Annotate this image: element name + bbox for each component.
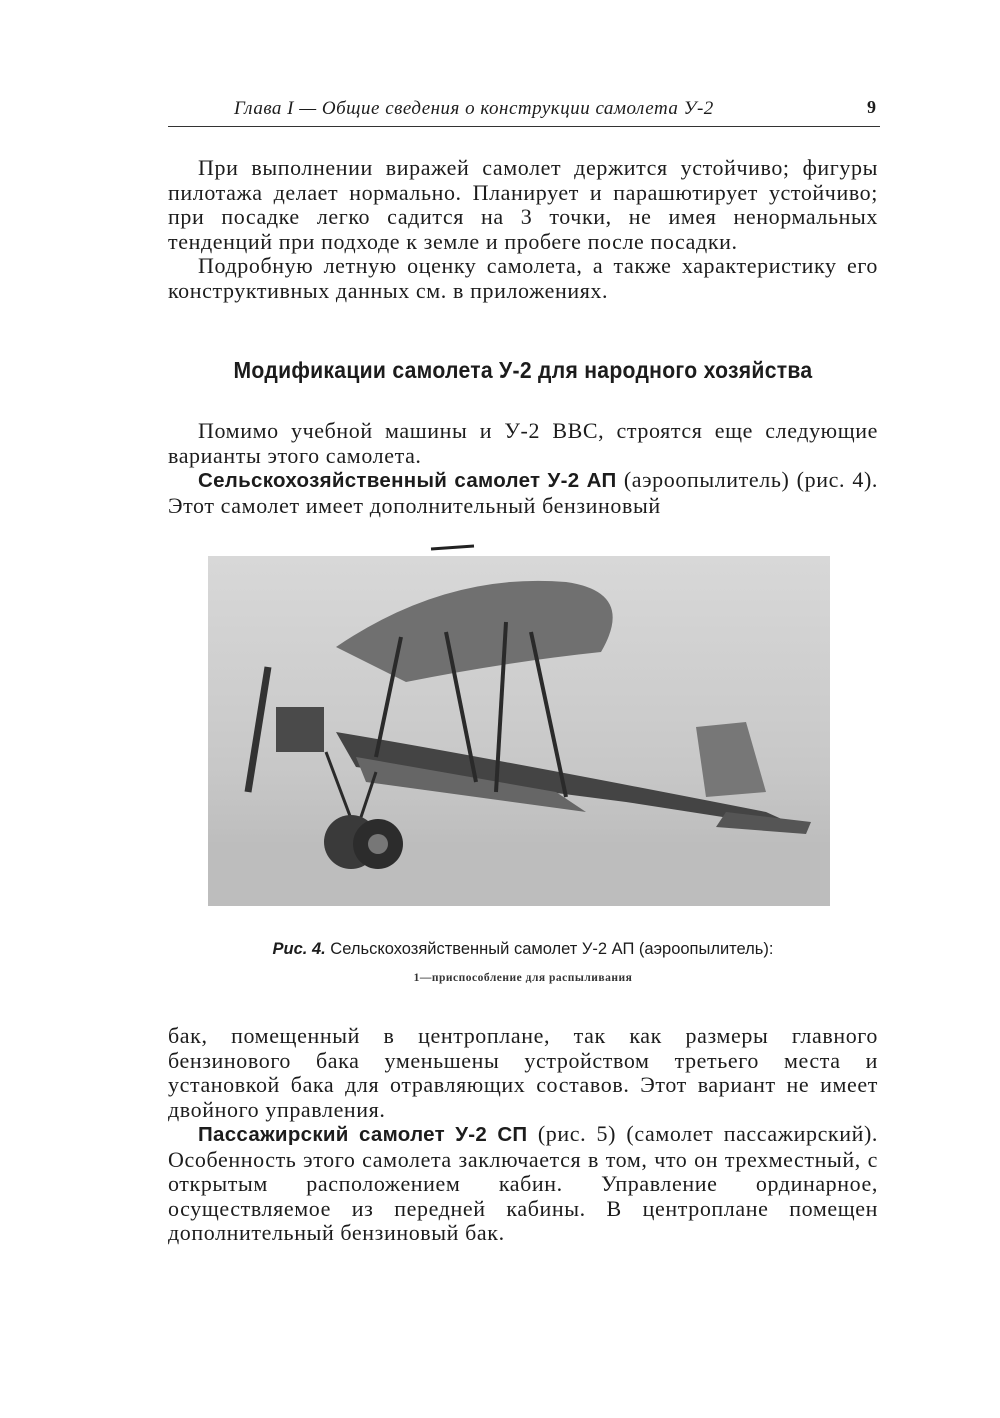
aircraft-photo bbox=[206, 542, 834, 906]
paragraph-text: (рис. 5) (самолет пассажирский). Особенность этого самолета заключается в том, что он трехместный, с открытым расположением кабин. Управление ординарное, осуществляемое из передней кабины. В центроплане помещен дополнительный бензиновый бак. bbox=[168, 1121, 878, 1245]
paragraph: Помимо учебной машины и У-2 ВВС, строятся еще следующие варианты этого самолета. bbox=[168, 418, 878, 468]
bold-term: Пассажирский самолет У-2 СП bbox=[198, 1123, 528, 1146]
running-title: Глава I — Общие сведения о конструкции самолета У-2 bbox=[234, 98, 714, 119]
ground bbox=[208, 842, 830, 906]
page-number: 9 bbox=[867, 97, 876, 117]
paragraph bbox=[168, 468, 878, 518]
section-heading: Модификации самолета У-2 для народного хозяйства bbox=[233, 357, 813, 383]
bottom-text-block bbox=[168, 1024, 878, 1246]
middle-text-block bbox=[168, 419, 878, 518]
running-header bbox=[168, 96, 880, 127]
engine bbox=[276, 707, 324, 752]
top-text-block bbox=[168, 156, 878, 303]
paragraph bbox=[168, 1122, 878, 1246]
figure-subcaption: 1—приспособление для распыливания bbox=[413, 972, 633, 984]
figure-label: Рис. 4. bbox=[272, 940, 326, 958]
caption-text: Сельскохозяйственный самолет У-2 АП (аэроопылитель): bbox=[325, 940, 774, 958]
paragraph-text: (аэроопылитель) (рис. 4). Этот самолет имеет дополнительный бензиновый bbox=[168, 467, 878, 518]
paragraph: Подробную летную оценку самолета, а также характеристику его конструктивных данных см. в приложениях. bbox=[168, 253, 878, 303]
paragraph: бак, помещенный в центроплане, так как размеры главного бензинового бака уменьшены устройством третьего места и установкой бака для отравляющих составов. Этот вариант не имеет двойного управления. bbox=[168, 1023, 878, 1122]
bold-term: Сельскохозяйственный самолет У-2 АП bbox=[198, 469, 617, 492]
paragraph: При выполнении виражей самолет держится устойчиво; фигуры пилотажа делает нормально. Планирует и парашютирует устойчиво; при посадке легко садится на 3 точки, не имея ненормальных тенденций при подходе к земле и пробеге после посадки. bbox=[168, 155, 878, 254]
figure-caption bbox=[168, 940, 878, 959]
